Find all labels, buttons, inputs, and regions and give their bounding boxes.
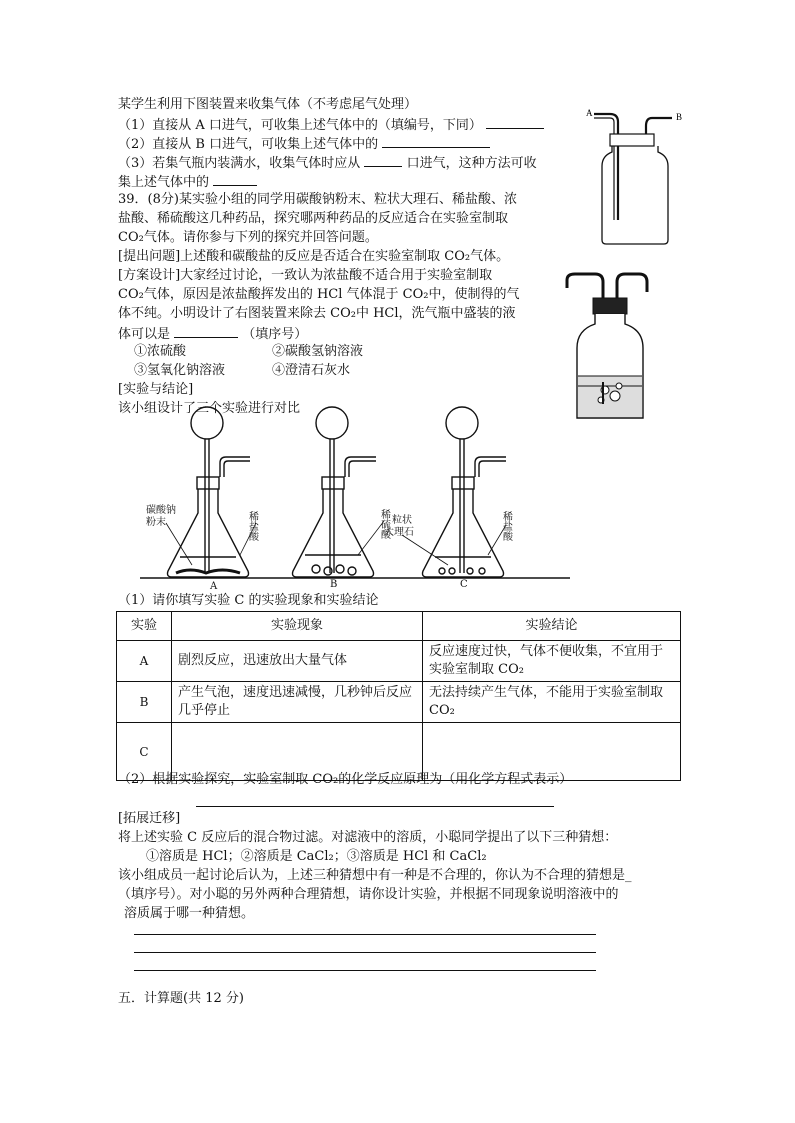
intro-line-5 xyxy=(118,172,257,192)
extend-heading: [拓展迁移] xyxy=(118,811,181,826)
flask-a-label: A xyxy=(210,581,218,592)
flask-a xyxy=(168,407,251,577)
experiment-heading: [实验与结论] xyxy=(118,382,194,397)
q39-line-7: 体不纯。小明设计了右图装置来除去 CO₂中 HCl，洗气瓶中盛装的液 xyxy=(118,306,516,321)
intro-line-2 xyxy=(118,115,544,135)
table-row xyxy=(117,682,681,723)
flask-b-label: B xyxy=(330,579,338,590)
flask-c xyxy=(423,407,507,577)
intro-line-5-text: 集上述气体中的 xyxy=(118,175,210,190)
row-b-conclusion: 无法持续产生气体，不能用于实验室制取 CO₂ xyxy=(423,682,681,723)
intro-line-1: 某学生利用下图装置来收集气体（不考虑尾气处理） xyxy=(118,97,418,112)
label-marble-2: 大理石 xyxy=(384,527,414,538)
intro-line-2-text: （1）直接从 A 口进气，可收集上述气体中的（填编号，下同） xyxy=(118,118,482,133)
q39-line-1: 39．(8分)某实验小组的同学用碳酸钠粉末、粒状大理石、稀盐酸、浓 xyxy=(118,192,517,207)
answer-blank-3[interactable] xyxy=(364,153,402,167)
q39-line-8-text: 体可以是 xyxy=(118,327,171,342)
gas-collection-bottle-figure xyxy=(580,100,690,250)
extend-line-4: （填序号）。对小聪的另外两种合理猜想，请你设计实验，并根据不同现象说明溶液中的 xyxy=(118,887,619,902)
label-sodium-carbonate-2: 粉末 xyxy=(146,517,166,528)
label-dilute-h2so4: 稀硫酸 xyxy=(378,509,390,539)
q39-line-4: [提出问题]上述酸和碳酸盐的反应是否适合在实验室制取 CO₂气体。 xyxy=(118,249,510,264)
flask-c-label: C xyxy=(460,579,468,590)
port-a-label: A xyxy=(586,108,593,118)
intro-line-3 xyxy=(118,134,490,154)
port-b-label: B xyxy=(676,112,683,122)
intro-line-4-text: （3）若集气瓶内装满水，收集气体时应从 xyxy=(118,156,361,171)
three-flask-apparatus-figure xyxy=(140,405,570,590)
extend-line-3: 该小组成员一起讨论后认为，上述三种猜想中有一种是不合理的，你认为不合理的猜想是_ xyxy=(118,868,632,883)
header-conclusion: 实验结论 xyxy=(423,612,681,641)
intro-line-4 xyxy=(118,153,537,173)
answer-line-2[interactable] xyxy=(134,952,596,953)
answer-blank-2[interactable] xyxy=(382,134,490,148)
extend-line-1: 将上述实验 C 反应后的混合物过滤。对滤液中的溶质，小聪同学提出了以下三种猜想： xyxy=(118,830,618,845)
table-header-row xyxy=(117,612,681,641)
q1-title: （1）请你填写实验 C 的实验现象和实验结论 xyxy=(118,593,379,608)
q2-line: （2）根据实验探究，实验室制取 CO₂的化学反应原理为（用化学方程式表示） xyxy=(118,772,573,787)
option-4: ④澄清石灰水 xyxy=(272,363,351,378)
extend-line-2: ①溶质是 HCl；②溶质是 CaCl₂；③溶质是 HCl 和 CaCl₂ xyxy=(146,849,487,864)
answer-blank-1[interactable] xyxy=(486,115,544,129)
experiment-intro: 该小组设计了三个实验进行对比 xyxy=(118,401,301,416)
intro-line-3-text: （2）直接从 B 口进气，可收集上述气体中的 xyxy=(118,137,379,152)
label-dilute-hcl-a: 稀盐酸 xyxy=(246,511,258,541)
row-a-conclusion: 反应速度过快，气体不便收集，不宜用于实验室制取 CO₂ xyxy=(423,641,681,682)
results-table xyxy=(116,611,681,781)
header-phenomenon: 实验现象 xyxy=(172,612,423,641)
q39-line-8-suffix: （填序号） xyxy=(242,327,308,342)
label-marble-1: 粒状 xyxy=(392,515,412,526)
q39-line-3: CO₂气体。请你参与下列的探究并回答问题。 xyxy=(118,230,378,245)
q39-line-2: 盐酸、稀硫酸这几种药品，探究哪两种药品的反应适合在实验室制取 xyxy=(118,211,509,226)
table-row xyxy=(117,641,681,682)
row-c-id: C xyxy=(117,723,172,781)
label-dilute-hcl-c: 稀盐酸 xyxy=(500,511,512,541)
row-b-id: B xyxy=(117,682,172,723)
answer-line-1[interactable] xyxy=(134,934,596,935)
flask-b xyxy=(293,407,377,577)
row-b-phenomenon: 产生气泡，速度迅速减慢，几秒钟后反应几乎停止 xyxy=(172,682,423,723)
equation-answer-line[interactable] xyxy=(196,806,554,807)
q39-line-5: [方案设计]大家经过讨论，一致认为浓盐酸不适合用于实验室制取 xyxy=(118,268,493,283)
section-5-title: 五．计算题(共 12 分) xyxy=(118,991,244,1006)
option-1: ①浓硫酸 xyxy=(134,344,187,359)
intro-line-4b-text: 口进气，这种方法可收 xyxy=(406,156,537,171)
label-sodium-carbonate-1: 碳酸钠 xyxy=(146,505,176,516)
answer-blank-5[interactable] xyxy=(174,324,238,338)
extend-line-5: 溶质属于哪一种猜想。 xyxy=(124,906,255,921)
wash-bottle-figure xyxy=(565,272,655,424)
header-experiment: 实验 xyxy=(117,612,172,641)
q39-line-6: CO₂气体，原因是浓盐酸挥发出的 HCl 气体混于 CO₂中，使制得的气 xyxy=(118,287,520,302)
row-a-id: A xyxy=(117,641,172,682)
option-2: ②碳酸氢钠溶液 xyxy=(272,344,364,359)
answer-line-3[interactable] xyxy=(134,970,596,971)
q39-line-8 xyxy=(118,324,307,344)
answer-blank-4[interactable] xyxy=(213,172,257,186)
row-a-phenomenon: 剧烈反应，迅速放出大量气体 xyxy=(172,641,423,682)
option-3: ③氢氧化钠溶液 xyxy=(134,363,226,378)
